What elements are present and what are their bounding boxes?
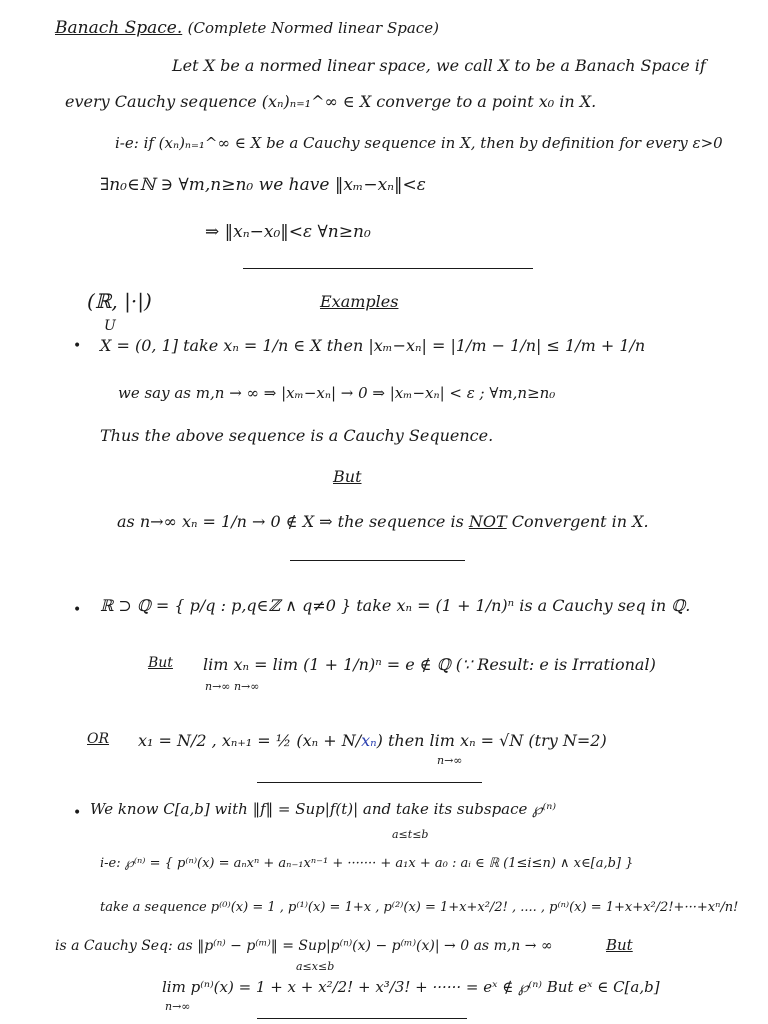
examples-heading: Examples — [320, 292, 399, 311]
bullet: • — [73, 805, 82, 821]
page-subtitle: (Complete Normed linear Space) — [187, 19, 439, 37]
example-3-line-1: We know C[a,b] with ‖f‖ = Sup|f(t)| and take its subspace ℘⁽ⁿ⁾ — [90, 800, 557, 818]
section-divider — [257, 1018, 467, 1019]
example-1-line-2: we say as m,n → ∞ ⇒ |xₘ−xₙ| → 0 ⇒ |xₘ−xₙ| < ε ; ∀m,n≥n₀ — [118, 384, 556, 402]
page-title: Banach Space. — [55, 18, 183, 38]
highlighted-term: xₙ — [361, 731, 377, 750]
section-divider — [290, 560, 465, 561]
but-label: But — [606, 936, 633, 954]
example-space: (ℝ, |·|) — [87, 289, 152, 313]
section-divider — [257, 782, 482, 783]
subset-symbol: U — [104, 318, 116, 334]
example-1-line-1: X = (0, 1] take xₙ = 1/n ∈ X then |xₘ−xₙ| = |1/m − 1/n| ≤ 1/m + 1/n — [100, 336, 646, 355]
sup-subscript: a≤t≤b — [392, 828, 429, 841]
example-3-line-5: lim p⁽ⁿ⁾(x) = 1 + x + x²/2! + x³/3! + ······ = eˣ ∉ ℘⁽ⁿ⁾ But eˣ ∈ C[a,b] — [162, 978, 660, 996]
or-label: OR — [87, 731, 110, 747]
section-divider — [243, 268, 533, 269]
example-3-line-4: is a Cauchy Seq: as ‖p⁽ⁿ⁾ − p⁽ᵐ⁾‖ = Sup|p⁽ⁿ⁾(x) − p⁽ᵐ⁾(x)| → 0 as m,n → ∞ — [55, 938, 553, 954]
example-1-line-4: as n→∞ xₙ = 1/n → 0 ∉ X ⇒ the sequence is NOT Convergent in X. — [117, 512, 649, 531]
example-3-line-3: take a sequence p⁽⁰⁾(x) = 1 , p⁽¹⁾(x) = 1+x , p⁽²⁾(x) = 1+x+x²/2! , .... , p⁽ⁿ⁾(x) = 1+x+x²/2!+···+xⁿ/n! — [100, 900, 739, 915]
limit-subscript: n→∞ — [165, 1000, 191, 1013]
limit-subscript: n→∞ n→∞ — [205, 680, 260, 693]
definition-line-1: Let X be a normed linear space, we call X to be a Banach Space if — [172, 56, 706, 75]
definition-line-2: every Cauchy sequence (xₙ)ₙ₌₁^∞ ∈ X converge to a point x₀ in X. — [65, 92, 597, 111]
example-2-line-3: x₁ = N/2 , xₙ₊₁ = ½ (xₙ + N/xₙ) then lim xₙ = √N (try N=2) — [138, 731, 607, 750]
example-3-line-2: i-e: ℘⁽ⁿ⁾ = { p⁽ⁿ⁾(x) = aₙxⁿ + aₙ₋₁xⁿ⁻¹ + ······· + a₁x + a₀ : aᵢ ∈ ℝ (1≤i≤n) ∧ x∈[a,b] } — [100, 856, 634, 871]
example-1-line-3: Thus the above sequence is a Cauchy Sequence. — [100, 426, 494, 445]
sup-subscript: a≤x≤b — [296, 960, 335, 973]
bullet: • — [73, 602, 82, 618]
example-2-line-1: ℝ ⊃ ℚ = { p/q : p,q∈ℤ ∧ q≠0 } take xₙ = (1 + 1/n)ⁿ is a Cauchy seq in ℚ. — [100, 596, 691, 615]
definition-line-3: i-e: if (xₙ)ₙ₌₁^∞ ∈ X be a Cauchy sequence in X, then by definition for every ε>0 — [115, 134, 723, 152]
but-label: But — [148, 655, 173, 671]
bullet: • — [73, 338, 82, 354]
example-2-line-2: lim xₙ = lim (1 + 1/n)ⁿ = e ∉ ℚ (∵ Result: e is Irrational) — [203, 655, 656, 674]
limit-subscript: n→∞ — [437, 754, 463, 767]
definition-line-4: ∃n₀∈ℕ ∋ ∀m,n≥n₀ we have ‖xₘ−xₙ‖<ε — [100, 175, 426, 195]
but-label: But — [333, 467, 362, 486]
not-emphasis: NOT — [468, 512, 507, 531]
definition-line-5: ⇒ ‖xₙ−x₀‖<ε ∀n≥n₀ — [205, 222, 371, 242]
